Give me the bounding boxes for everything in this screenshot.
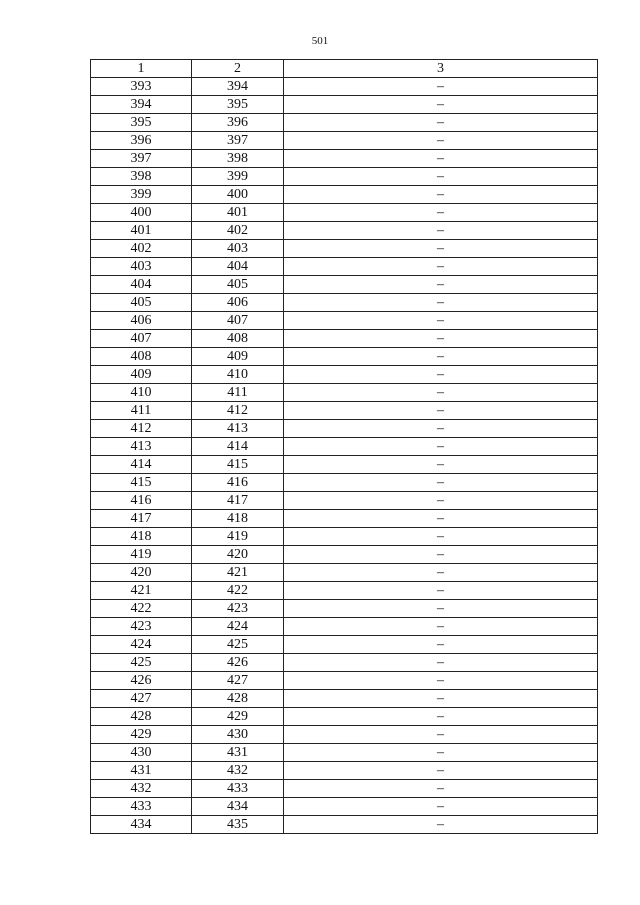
table-row (91, 330, 598, 348)
table-cell-col-3: – (284, 672, 598, 690)
table-row (91, 600, 598, 618)
table-row (91, 78, 598, 96)
table-cell-col-1: 411 (91, 402, 192, 420)
table-cell-col-3: – (284, 204, 598, 222)
table-row (91, 384, 598, 402)
table-cell-col-3: – (284, 474, 598, 492)
table-cell-col-2: 407 (192, 312, 284, 330)
table-row (91, 402, 598, 420)
table-cell-col-1: 413 (91, 438, 192, 456)
table-cell-col-1: 415 (91, 474, 192, 492)
table-cell-col-3: – (284, 600, 598, 618)
table-row (91, 564, 598, 582)
table-cell-col-3: – (284, 438, 598, 456)
table-cell-col-2: 409 (192, 348, 284, 366)
table-cell-col-1: 404 (91, 276, 192, 294)
table-row (91, 708, 598, 726)
table-cell-col-3: – (284, 780, 598, 798)
table-cell-col-1: 428 (91, 708, 192, 726)
table-cell-col-3: – (284, 582, 598, 600)
table-cell-col-2: 425 (192, 636, 284, 654)
table-row (91, 672, 598, 690)
table-cell-col-3: – (284, 294, 598, 312)
table-cell-col-3: – (284, 366, 598, 384)
table-cell-col-3: – (284, 726, 598, 744)
data-table (90, 59, 598, 834)
table-cell-col-1: 398 (91, 168, 192, 186)
table-row (91, 312, 598, 330)
table-cell-col-3: – (284, 420, 598, 438)
table-row (91, 114, 598, 132)
table-cell-col-2: 421 (192, 564, 284, 582)
table-cell-col-1: 399 (91, 186, 192, 204)
table-cell-col-3: – (284, 816, 598, 834)
table-row (91, 366, 598, 384)
table-row (91, 618, 598, 636)
column-header-1: 1 (91, 60, 192, 78)
table-cell-col-1: 431 (91, 762, 192, 780)
table-row (91, 420, 598, 438)
table-cell-col-3: – (284, 168, 598, 186)
table-row (91, 348, 598, 366)
column-header-2: 2 (192, 60, 284, 78)
table-cell-col-2: 401 (192, 204, 284, 222)
table-cell-col-2: 412 (192, 402, 284, 420)
table-cell-col-1: 426 (91, 672, 192, 690)
table-cell-col-1: 419 (91, 546, 192, 564)
table-cell-col-1: 434 (91, 816, 192, 834)
table-cell-col-1: 395 (91, 114, 192, 132)
table-row (91, 276, 598, 294)
table-cell-col-2: 428 (192, 690, 284, 708)
table-cell-col-2: 429 (192, 708, 284, 726)
table-cell-col-2: 427 (192, 672, 284, 690)
table-cell-col-3: – (284, 690, 598, 708)
table-cell-col-1: 409 (91, 366, 192, 384)
table-cell-col-2: 420 (192, 546, 284, 564)
table-row (91, 294, 598, 312)
table-cell-col-1: 433 (91, 798, 192, 816)
table-cell-col-1: 412 (91, 420, 192, 438)
table-row (91, 96, 598, 114)
table-cell-col-1: 394 (91, 96, 192, 114)
table-cell-col-1: 420 (91, 564, 192, 582)
table-cell-col-2: 426 (192, 654, 284, 672)
table-row (91, 438, 598, 456)
table-cell-col-3: – (284, 312, 598, 330)
table-cell-col-3: – (284, 456, 598, 474)
table-cell-col-2: 400 (192, 186, 284, 204)
table-cell-col-3: – (284, 654, 598, 672)
table-cell-col-2: 432 (192, 762, 284, 780)
table-row (91, 798, 598, 816)
table-row (91, 168, 598, 186)
table-cell-col-1: 407 (91, 330, 192, 348)
table-cell-col-3: – (284, 528, 598, 546)
table-cell-col-1: 423 (91, 618, 192, 636)
table-row (91, 816, 598, 834)
table-cell-col-2: 411 (192, 384, 284, 402)
table-cell-col-1: 424 (91, 636, 192, 654)
table-row (91, 474, 598, 492)
table-cell-col-1: 403 (91, 258, 192, 276)
table-cell-col-1: 417 (91, 510, 192, 528)
table-cell-col-3: – (284, 78, 598, 96)
table-cell-col-2: 418 (192, 510, 284, 528)
table-cell-col-1: 425 (91, 654, 192, 672)
table-cell-col-3: – (284, 114, 598, 132)
table-row (91, 240, 598, 258)
table-cell-col-2: 397 (192, 132, 284, 150)
table-cell-col-2: 413 (192, 420, 284, 438)
table-cell-col-1: 397 (91, 150, 192, 168)
table-cell-col-1: 432 (91, 780, 192, 798)
table-cell-col-3: – (284, 330, 598, 348)
table-row (91, 186, 598, 204)
table-cell-col-2: 422 (192, 582, 284, 600)
table-cell-col-2: 395 (192, 96, 284, 114)
table-cell-col-2: 423 (192, 600, 284, 618)
table-cell-col-3: – (284, 222, 598, 240)
column-header-3: 3 (284, 60, 598, 78)
table-cell-col-3: – (284, 510, 598, 528)
table-cell-col-1: 429 (91, 726, 192, 744)
table-cell-col-3: – (284, 762, 598, 780)
table-cell-col-1: 414 (91, 456, 192, 474)
table-cell-col-1: 427 (91, 690, 192, 708)
table-cell-col-2: 408 (192, 330, 284, 348)
table-cell-col-1: 416 (91, 492, 192, 510)
table-cell-col-2: 416 (192, 474, 284, 492)
table-cell-col-2: 414 (192, 438, 284, 456)
table-cell-col-2: 415 (192, 456, 284, 474)
table-cell-col-2: 405 (192, 276, 284, 294)
table-row (91, 510, 598, 528)
table-cell-col-1: 396 (91, 132, 192, 150)
table-cell-col-2: 396 (192, 114, 284, 132)
table-cell-col-3: – (284, 798, 598, 816)
table-body (91, 78, 598, 834)
table-header (91, 60, 598, 78)
table-row (91, 780, 598, 798)
table-cell-col-3: – (284, 708, 598, 726)
table-row (91, 690, 598, 708)
table-row (91, 204, 598, 222)
header-row (91, 60, 598, 78)
table-row (91, 636, 598, 654)
table-cell-col-1: 405 (91, 294, 192, 312)
table-row (91, 582, 598, 600)
table-cell-col-2: 394 (192, 78, 284, 96)
table-cell-col-1: 430 (91, 744, 192, 762)
table-cell-col-3: – (284, 240, 598, 258)
table-cell-col-2: 424 (192, 618, 284, 636)
table-cell-col-2: 417 (192, 492, 284, 510)
table-row (91, 762, 598, 780)
table-cell-col-2: 406 (192, 294, 284, 312)
table-cell-col-3: – (284, 492, 598, 510)
table-cell-col-2: 410 (192, 366, 284, 384)
table-cell-col-3: – (284, 564, 598, 582)
table-cell-col-3: – (284, 96, 598, 114)
table-row (91, 492, 598, 510)
table-row (91, 726, 598, 744)
table-cell-col-1: 418 (91, 528, 192, 546)
table-cell-col-3: – (284, 348, 598, 366)
table-cell-col-2: 403 (192, 240, 284, 258)
table-cell-col-2: 435 (192, 816, 284, 834)
table-row (91, 132, 598, 150)
table-cell-col-3: – (284, 132, 598, 150)
table-row (91, 744, 598, 762)
table-row (91, 528, 598, 546)
table-cell-col-2: 431 (192, 744, 284, 762)
table-cell-col-2: 402 (192, 222, 284, 240)
table-cell-col-3: – (284, 258, 598, 276)
table-cell-col-1: 400 (91, 204, 192, 222)
table-cell-col-3: – (284, 384, 598, 402)
table-cell-col-1: 406 (91, 312, 192, 330)
table-cell-col-2: 430 (192, 726, 284, 744)
table-row (91, 150, 598, 168)
table-cell-col-3: – (284, 276, 598, 294)
table-cell-col-3: – (284, 150, 598, 168)
table-cell-col-1: 402 (91, 240, 192, 258)
table-cell-col-1: 393 (91, 78, 192, 96)
table-row (91, 456, 598, 474)
table-row (91, 546, 598, 564)
table-cell-col-3: – (284, 546, 598, 564)
table-cell-col-2: 434 (192, 798, 284, 816)
table-cell-col-3: – (284, 618, 598, 636)
table-cell-col-3: – (284, 402, 598, 420)
table-cell-col-1: 401 (91, 222, 192, 240)
table-cell-col-3: – (284, 636, 598, 654)
table-cell-col-2: 399 (192, 168, 284, 186)
table-cell-col-2: 404 (192, 258, 284, 276)
table-cell-col-1: 410 (91, 384, 192, 402)
table-cell-col-3: – (284, 186, 598, 204)
table-cell-col-2: 433 (192, 780, 284, 798)
table-cell-col-1: 422 (91, 600, 192, 618)
table-row (91, 222, 598, 240)
table-cell-col-3: – (284, 744, 598, 762)
table-cell-col-1: 408 (91, 348, 192, 366)
table-cell-col-2: 398 (192, 150, 284, 168)
table-row (91, 654, 598, 672)
table-cell-col-1: 421 (91, 582, 192, 600)
table-row (91, 258, 598, 276)
page-number: 501 (311, 35, 329, 47)
table-cell-col-2: 419 (192, 528, 284, 546)
